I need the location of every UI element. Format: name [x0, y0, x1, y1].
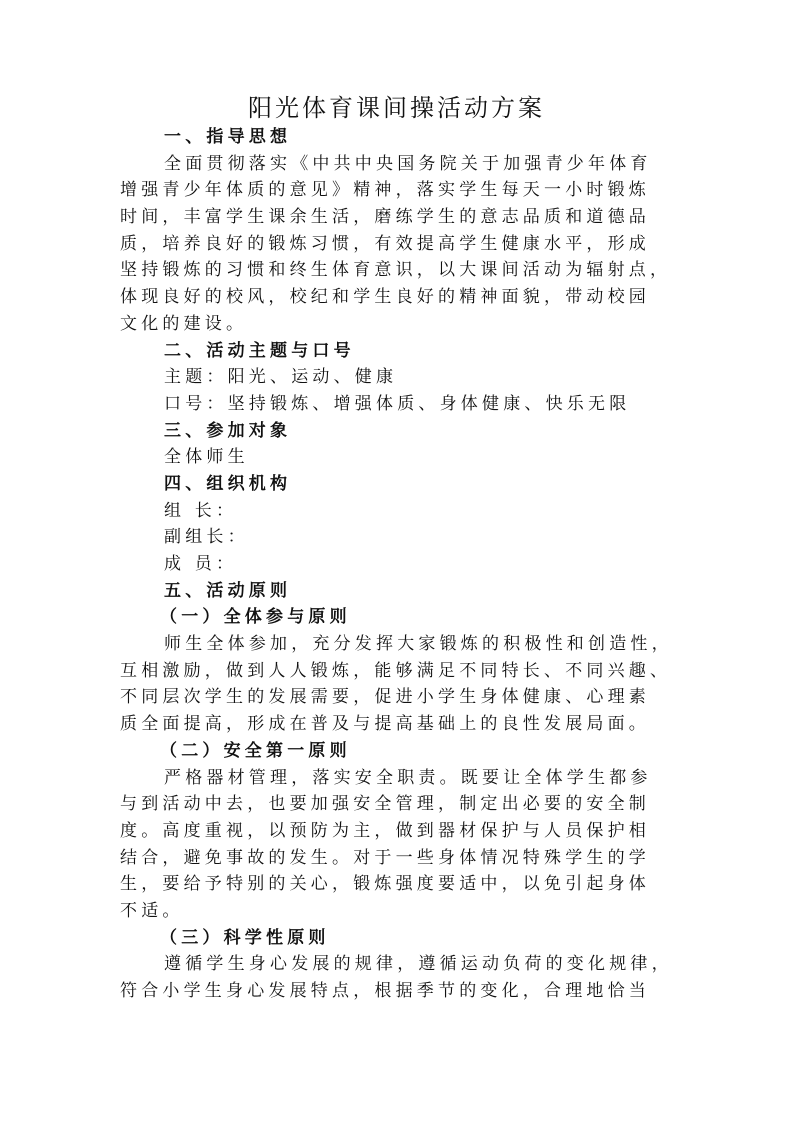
- paragraph-line: 严格器材管理，落实安全职责。既要让全体学生都参: [164, 767, 652, 788]
- paragraph-line: 时间，丰富学生课余生活，磨练学生的意志品质和道德品: [120, 207, 650, 228]
- org-line: 副组长：: [164, 527, 249, 548]
- paragraph-line: 文化的建设。: [120, 313, 248, 334]
- subsection-heading: （三）科学性原则: [160, 927, 330, 948]
- org-line: 组 长：: [164, 500, 238, 521]
- section-heading: 一、指导思想: [164, 127, 292, 147]
- paragraph-line: 不同层次学生的发展需要，促进小学生身体健康、心理素: [120, 687, 650, 708]
- paragraph-line: 增强青少年体质的意见》精神，落实学生每天一小时锻炼: [120, 180, 650, 201]
- paragraph-line: 师生全体参加，充分发挥大家锻炼的积极性和创造性，: [164, 634, 673, 655]
- paragraph-line: 全面贯彻落实《中共中央国务院关于加强青少年体育: [164, 153, 652, 174]
- section-heading: 四、组织机构: [164, 473, 292, 494]
- section-heading: 二、活动主题与口号: [164, 340, 355, 361]
- paragraph-line: 质，培养良好的锻炼习惯，有效提高学生健康水平，形成: [120, 233, 650, 254]
- org-line: 成 员：: [164, 554, 238, 574]
- paragraph-line: 与到活动中去，也要加强安全管理，制定出必要的安全制: [120, 794, 650, 815]
- document-title: 阳光体育课间操活动方案: [248, 94, 545, 122]
- paragraph-line: 主题：阳光、运动、健康: [164, 367, 398, 388]
- paragraph-line: 符合小学生身心发展特点，根据季节的变化，合理地恰当: [120, 981, 650, 1001]
- section-heading: 三、参加对象: [164, 420, 292, 441]
- document-body: [120, 124, 673, 1005]
- section-heading: 五、活动原则: [164, 580, 292, 601]
- paragraph-line: 度。高度重视，以预防为主，做到器材保护与人员保护相: [120, 820, 650, 841]
- subsection-heading: （二）安全第一原则: [160, 740, 351, 761]
- paragraph-line: 全体师生: [164, 447, 249, 468]
- paragraph-line: 质全面提高，形成在普及与提高基础上的良性发展局面。: [120, 714, 650, 735]
- paragraph-line: 坚持锻炼的习惯和终生体育意识，以大课间活动为辐射点，: [120, 260, 672, 281]
- subsection-heading: （一）全体参与原则: [160, 607, 351, 628]
- paragraph-line: 结合，避免事故的发生。对于一些身体情况特殊学生的学: [120, 847, 650, 868]
- paragraph-line: 遵循学生身心发展的规律，遵循运动负荷的变化规律，: [164, 954, 673, 975]
- paragraph-line: 体现良好的校风，校纪和学生良好的精神面貌，带动校园: [120, 287, 650, 308]
- paragraph-line: 口号：坚持锻炼、增强体质、身体健康、快乐无限: [164, 393, 631, 414]
- paragraph-line: 生，要给予特别的关心，锻炼强度要适中，以免引起身体: [120, 874, 650, 895]
- paragraph-line: 互相激励，做到人人锻炼，能够满足不同特长、不同兴趣、: [120, 660, 672, 681]
- paragraph-line: 不适。: [120, 900, 184, 921]
